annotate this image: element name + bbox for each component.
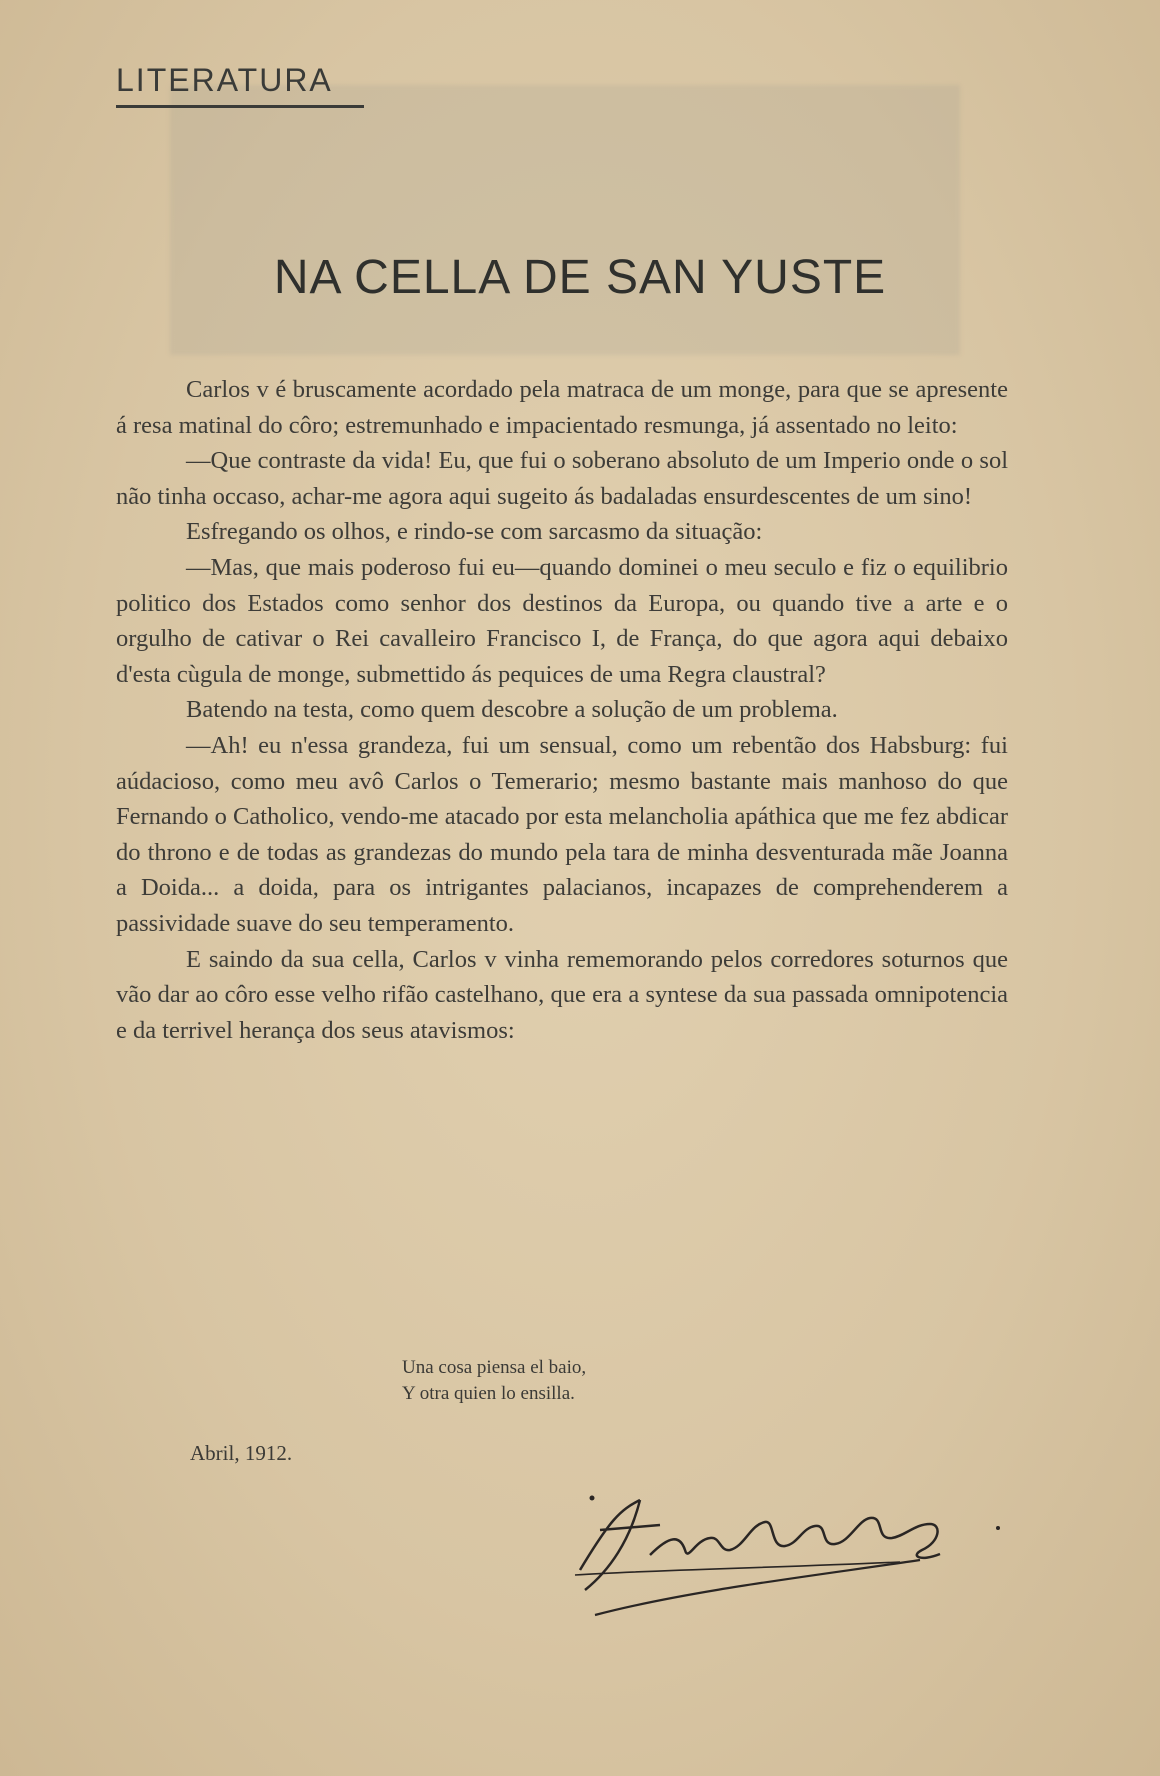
paragraph: E saindo da sua cella, Carlos v vinha rememorando pelos corredores soturnos que vão dar ao côro esse velho rifão castelhano, que era a syntese da sua passada omnipotencia e da terrivel herança dos seus atavismos: xyxy=(116,945,1008,1044)
article-body xyxy=(116,372,1008,1048)
paragraph: —Mas, que mais poderoso fui eu—quando dominei o meu seculo e fiz o equilibrio politico dos Estados como senhor dos destinos da Europa, ou quando tive a arte e o orgulho de cativar o Rei cavalleiro Francisco I, de França, do que agora aqui debaixo d'esta cùgula de monge, submettido ás pequices de uma Regra claustral? xyxy=(116,553,1008,688)
verse-line: Y otra quien lo ensilla. xyxy=(402,1383,575,1404)
section-heading: LITERATURA xyxy=(116,62,333,98)
proverb-verse xyxy=(402,1355,586,1407)
article-title: NA CELLA DE SAN YUSTE xyxy=(273,251,887,304)
paragraph: Batendo na testa, como quem descobre a solução de um problema. xyxy=(186,696,838,724)
paragraph: —Que contraste da vida! Eu, que fui o soberano absoluto de um Imperio onde o sol não tinha occaso, achar-me agora aqui sugeito ás badaladas ensurdescentes de um sino! xyxy=(116,447,1008,510)
paragraph: Esfregando os olhos, e rindo-se com sarcasmo da situação: xyxy=(186,518,763,546)
paragraph: Carlos v é bruscamente acordado pela matraca de um monge, para que se apresente á resa matinal do côro; estremunhado e impacientado resmunga, já assentado no leito: xyxy=(116,376,1008,439)
bleed-through-shadow xyxy=(170,85,960,355)
date-line: Abril, 1912. xyxy=(190,1441,293,1465)
verse-line: Una cosa piensa el baio, xyxy=(402,1357,587,1378)
section-underline xyxy=(116,105,364,108)
handwritten-signature xyxy=(570,1480,1010,1630)
paragraph: —Ah! eu n'essa grandeza, fui um sensual, como um rebentão dos Habsburg: fui aúdacioso, como meu avô Carlos o Temerario; mesmo bastante mais manhoso do que Fernando o Catholico, vendo-me atacado por esta melancholia apáthica que me fez abdicar do throno e de todas as grandezas do mundo pela tara de minha desventurada mãe Joanna a Doida... a doida, para os intrigantes palacianos, incapazes de comprehenderem a passividade suave do seu temperamento. xyxy=(116,731,1008,937)
